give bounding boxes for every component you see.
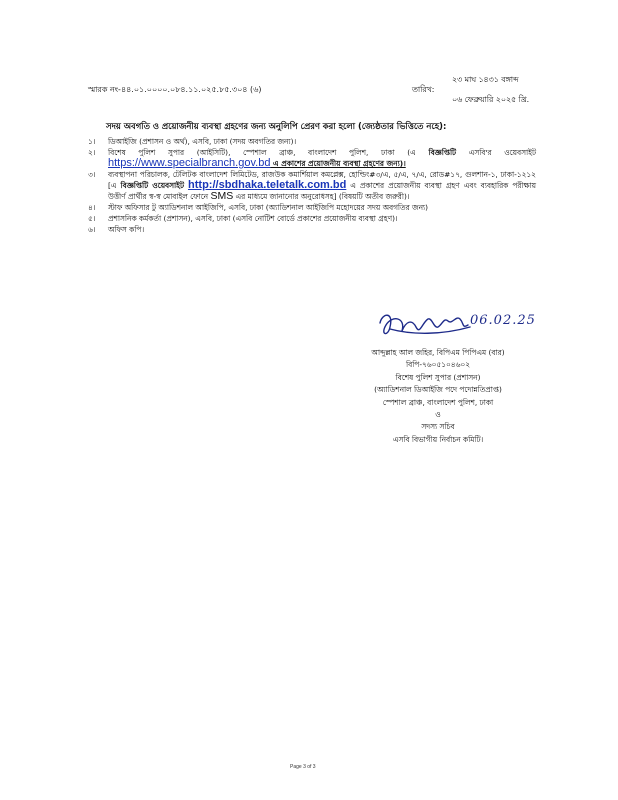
recipient-item <box>88 213 536 224</box>
teletalk-link[interactable]: http://sbdhaka.teletalk.com.bd <box>188 179 347 191</box>
signatory-bp: বিপি-৭৬০৫১০৪৬০২ <box>405 360 471 370</box>
recipient-item <box>88 224 536 235</box>
item-number: ৩। <box>88 170 96 179</box>
memo-number: স্মারক নং-৪৪.০১.০০০০.০৮৪.১১.০২৫.৮৫.৩০৪ (৬) <box>88 85 262 94</box>
signatory-role: সদস্য সচিব <box>421 422 455 432</box>
date-bangla: ২৩ মাঘ ১৪৩১ বঙ্গাব্দ <box>452 75 519 84</box>
item-number: ৬। <box>88 225 96 234</box>
specialbranch-link[interactable]: https://www.specialbranch.gov.bd <box>108 157 271 169</box>
signatory-name: আব্দুল্লাহ আল জহির, বিপিএম পিপিএম (বার) <box>371 348 505 357</box>
recipient-item <box>88 136 536 147</box>
item-number: ১। <box>88 137 96 146</box>
signatory-committee: এসবি বিভাগীয় নির্বাচন কমিটি। <box>392 434 484 444</box>
item-number: ৪। <box>88 203 96 212</box>
distribution-heading: সদয় অবগতি ও প্রয়োজনীয় ব্যবস্থা গ্রহণের জন্য অনুলিপি প্রেরণ করা হলো (জ্যেষ্ঠতার ভিত্তিতে নহে): <box>106 121 447 131</box>
item-text: ব্যবস্থাপনা পরিচালক, টেলিটক বাংলাদেশ লিমিটেড, রাজউক কমার্শিয়াল কমপ্লেক্স, হোল্ডিং#৩/এ, ৫/এ, ৭/এ, রোড#১৭, গুলশান-১, ঢাকা-১২১২ [এ বিজ্ঞপ্তিটি ওয়েবসাইট http://sbdhaka.teletalk.com.bd এ প্রকাশের প্রয়োজনীয় ব্যবস্থা গ্রহণ এবং ব্যবহারিক পরীক্ষায় উত্তীর্ণ প্রার্থীর স্ব-স্ব মোবাইল ফোনে SMS এর মাধ্যমে জানানোর অনুরোধসহ] (বিষয়টি অতীব জরুরী)। <box>108 170 536 202</box>
item-number: ৫। <box>88 214 96 223</box>
signatory-office: স্পেশাল ব্রাঞ্চ, বাংলাদেশ পুলিশ, ঢাকা <box>382 397 494 407</box>
signature-block <box>338 347 538 446</box>
date-gregorian: ০৬ ফেব্রুয়ারি ২০২৫ খ্রি. <box>452 95 530 104</box>
recipient-list <box>88 136 536 235</box>
item-text: প্রশাসনিক কর্মকর্তা (প্রশাসন), এসবি, ঢাকা (এসবি নোটিশ বোর্ডে প্রকাশের প্রয়োজনীয় ব্যবস্থা গ্রহণ)। <box>108 214 398 223</box>
signatory-title: বিশেষ পুলিশ সুপার (প্রশাসন) <box>395 372 481 382</box>
page-footer: Page 3 of 3 <box>290 764 316 770</box>
item-text: স্টাফ অফিসার টু অ্যাডিশনাল আইজিপি, এসবি, ঢাকা (অ্যাডিশনাল আইজিপি মহোদয়ের সদয় অবগতির জন্য) <box>108 203 429 212</box>
date-label: তারিখ: <box>412 85 435 94</box>
recipient-item <box>88 147 536 169</box>
item-text: অফিস কপি। <box>108 225 145 234</box>
signatory-conjunction: ও <box>435 410 441 420</box>
signature-date: 06.02.25 <box>470 313 536 328</box>
item-number: ২। <box>88 148 96 157</box>
recipient-item <box>88 169 536 202</box>
item-text: বিশেষ পুলিশ সুপার (আইসিটি), স্পেশাল ব্রাঞ্চ, বাংলাদেশ পুলিশ, ঢাকা (এ বিজ্ঞপ্তিটি এসবি'র ওয়েবসাইট https://www.specialbranch.gov.bd এ প্রকাশের প্রয়োজনীয় ব্যবস্থা গ্রহণের জন্য)। <box>108 148 536 169</box>
signatory-promotion: (অ্যাডিশনাল ডিআইজি পদে পদোন্নতিপ্রাপ্ত) <box>374 385 502 395</box>
item-text: ডিআইজি (প্রশাসন ও অর্থ), এসবি, ঢাকা (সদয় অবগতির জন্য)। <box>108 137 297 146</box>
recipient-item <box>88 202 536 213</box>
